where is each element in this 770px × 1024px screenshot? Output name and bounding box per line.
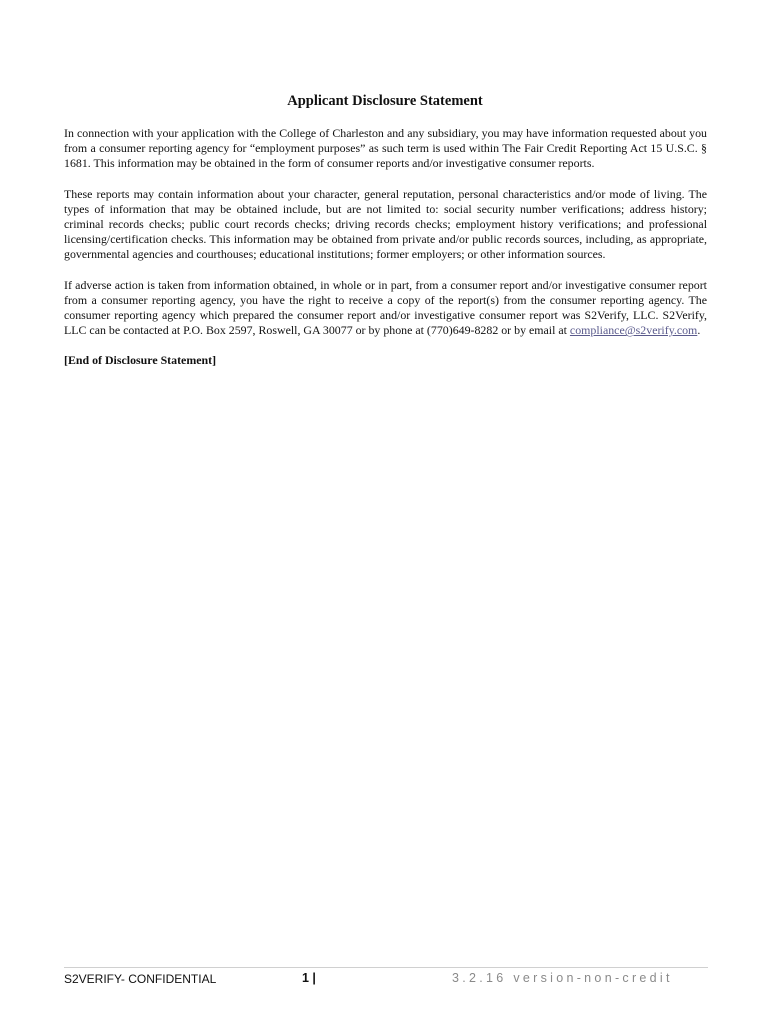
- footer-divider: [64, 967, 708, 968]
- paragraph-application-notice: In connection with your application with the College of Charleston and any subsidiary, you may have information requested about you from a consumer reporting agency for “employment purposes” as such term is used within The Fair Credit Reporting Act 15 U.S.C. § 1681. This information may be obtained in the form of consumer reports and/or investigative consumer reports.: [64, 126, 707, 171]
- paragraph-report-contents: These reports may contain information about your character, general reputation, personal characteristics and/or mode of living. The types of information that may be obtained include, but are not limited to: social security number verifications; address history; criminal records checks; public court records checks; driving records checks; employment history verifications; and professional licensing/certification checks. This information may be obtained from private and/or public records sources, including, as appropriate, governmental agencies and courthouses; educational institutions; former employers; or other information sources.: [64, 186, 707, 262]
- compliance-email-link[interactable]: compliance@s2verify.com: [569, 323, 698, 338]
- end-of-disclosure-note: [End of Disclosure Statement]: [64, 353, 217, 368]
- paragraph-adverse-action: [64, 278, 707, 339]
- page-title: Applicant Disclosure Statement: [287, 93, 483, 109]
- document-body: [64, 126, 707, 384]
- footer-page-number: 1 |: [302, 971, 316, 985]
- adverse-action-end-punctuation: .: [697, 323, 701, 338]
- footer-version-label: 3.2.16 version-non-credit: [452, 971, 673, 985]
- adverse-action-text: If adverse action is taken from information obtained, in whole or in part, from a consumer report and/or investigative consumer report from a consumer reporting agency, you have the right to receive a copy of the report(s) from the consumer reporting agency. The consumer reporting agency which prepared the consumer report and/or investigative consumer report was S2Verify, LLC. S2Verify, LLC can be contacted at P.O. Box 2597, Roswell, GA 30077 or by phone at (770)649-8282 or by email at: [64, 277, 707, 338]
- footer-confidential-label: S2VERIFY- CONFIDENTIAL: [64, 972, 217, 986]
